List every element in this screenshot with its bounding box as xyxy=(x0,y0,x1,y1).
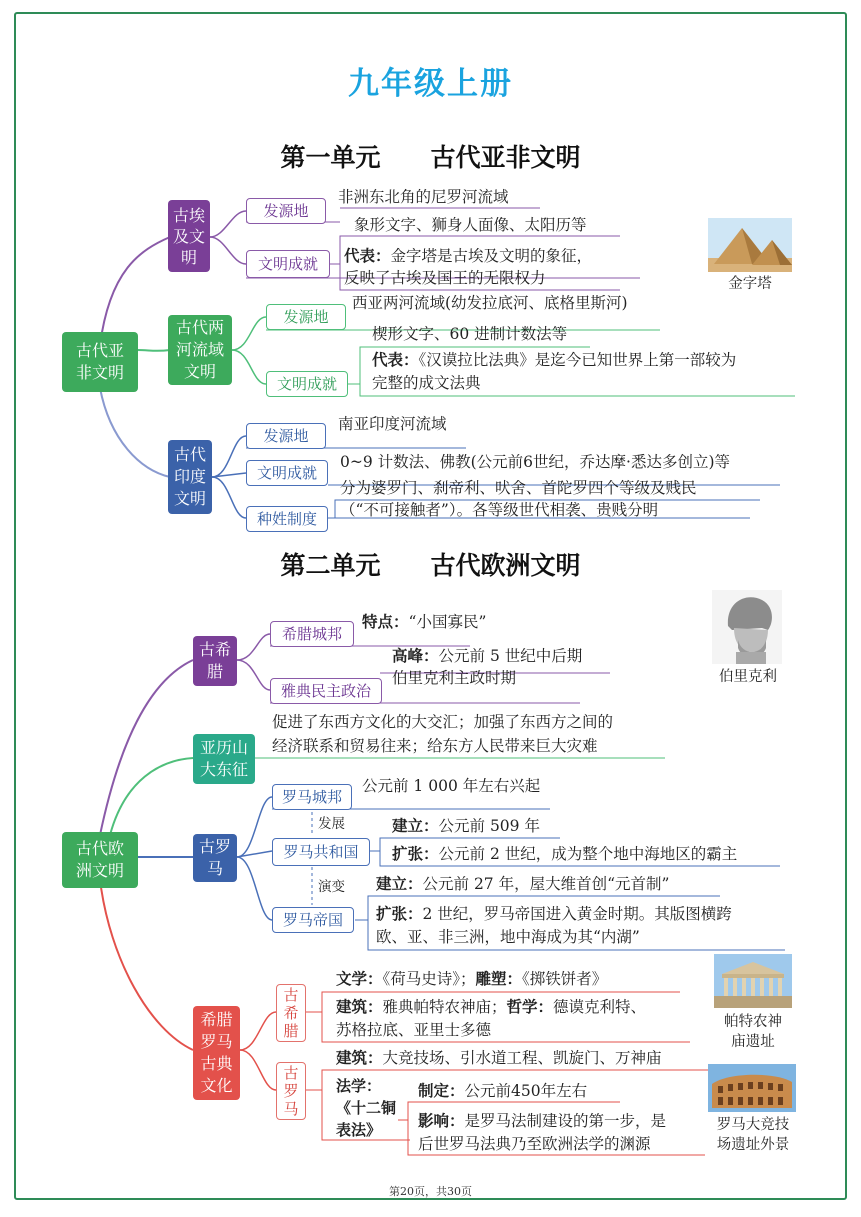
egypt-rep xyxy=(344,245,592,267)
rarch-text: 大竞技场、引水道工程、凯旋门、万神庙 xyxy=(382,1049,662,1067)
meso-rep-text2: 完整的成文法典 xyxy=(372,374,481,392)
rome-city-label: 罗马城邦 xyxy=(272,784,352,810)
culture-greek-arch xyxy=(336,996,646,1018)
india-caste2: （“不可接触者”）。各等级世代相袭、贵贱分明 xyxy=(340,501,659,519)
rome-node: 古罗 马 xyxy=(193,834,237,882)
meso-rep xyxy=(372,349,736,371)
page-title: 九年级上册 xyxy=(348,66,513,102)
india-caste-label: 种姓制度 xyxy=(246,506,328,532)
rome-city-text: 公元前 1 000 年左右兴起 xyxy=(362,777,541,795)
alexander-text1: 促进了东西方文化的大交汇；加强了东西方之间的 xyxy=(272,713,614,731)
law-made xyxy=(418,1080,587,1102)
phil-text1: 德谟克利特、 xyxy=(553,998,647,1016)
rome-emp-exp-label: 扩张： xyxy=(376,905,423,923)
rome-emp-est-text: 公元前 27 年，屋大维首创“元首制” xyxy=(422,875,670,893)
pyramid-caption: 金字塔 xyxy=(728,276,772,292)
branch-meso xyxy=(137,350,170,351)
law-impact xyxy=(418,1110,666,1132)
lit-text: 《荷马史诗》； xyxy=(382,970,476,988)
rome-rep-est-text: 公元前 509 年 xyxy=(438,817,540,835)
culture-roman-arch xyxy=(336,1047,662,1069)
meso-node: 古代两 河流域 文明 xyxy=(168,315,232,385)
branch-greece xyxy=(100,660,193,835)
impact-text1: 是罗马法制建设的第一步，是 xyxy=(464,1112,667,1130)
law-label: 法学： 《十二铜 表法》 xyxy=(336,1077,397,1139)
meso-achieve-line: 楔形文字、60 进制计数法等 xyxy=(372,325,568,343)
alexander-node: 亚历山 大东征 xyxy=(193,734,255,784)
phil-text2: 苏格拉底、亚里士多德 xyxy=(336,1021,492,1039)
rome-republic-established xyxy=(392,815,540,837)
alexander-text2: 经济联系和贸易往来；给东方人民带来巨大灾难 xyxy=(272,737,598,755)
sculpt-label: 雕塑： xyxy=(475,970,523,988)
greece-peak xyxy=(392,645,582,667)
rome-rep-exp-label: 扩张： xyxy=(392,845,439,863)
lit-label: 文学： xyxy=(336,970,383,988)
culture-greek-lit xyxy=(336,968,607,990)
meso-achieve-label: 文明成就 xyxy=(266,371,348,397)
greece-feature xyxy=(362,611,486,633)
rome-rep-exp-text: 公元前 2 世纪，成为整个地中海地区的霸主 xyxy=(438,845,738,863)
rome-evolve: 演变 xyxy=(318,879,345,895)
rome-empire-expansion xyxy=(376,903,732,925)
made-text: 公元前450年左右 xyxy=(464,1082,588,1100)
rome-rep-est-label: 建立： xyxy=(392,817,439,835)
arch-label: 建筑： xyxy=(336,998,383,1016)
india-origin: 南亚印度河流域 xyxy=(338,415,447,433)
made-label: 制定： xyxy=(418,1082,465,1100)
colosseum-image xyxy=(708,1064,796,1112)
impact-label: 影响： xyxy=(418,1112,465,1130)
colosseum-caption: 罗马大竞技 场遗址外景 xyxy=(716,1117,790,1153)
egypt-origin-label: 发源地 xyxy=(246,198,326,224)
pyramid-image xyxy=(708,218,792,272)
india-node: 古代 印度 文明 xyxy=(168,440,212,514)
egypt-achieve-line: 象形文字、狮身人面像、太阳历等 xyxy=(354,216,587,234)
india-achieve-label: 文明成就 xyxy=(246,460,328,486)
india-origin-label: 发源地 xyxy=(246,423,326,449)
parthenon-caption: 帕特农神 庙遗址 xyxy=(724,1014,782,1050)
greece-node: 古希 腊 xyxy=(193,636,237,686)
unit1-heading: 第一单元 古代亚非文明 xyxy=(280,143,581,172)
greece-peak-text: 公元前 5 世纪中后期 xyxy=(438,647,583,665)
rome-develop: 发展 xyxy=(318,816,345,832)
athens-label: 雅典民主政治 xyxy=(270,678,382,704)
greece-peak-label: 高峰： xyxy=(392,647,439,665)
greece-feature-label: 特点： xyxy=(362,613,409,631)
greece-feature-text: “小国寡民” xyxy=(408,613,487,631)
rome-emp-est-label: 建立： xyxy=(376,875,423,893)
meso-rep-label: 代表： xyxy=(372,351,419,369)
sculpt-text: 《掷铁饼者》 xyxy=(522,970,608,988)
rarch-label: 建筑： xyxy=(336,1049,383,1067)
arch-text: 雅典帕特农神庙； xyxy=(382,998,507,1016)
culture-node: 希腊 罗马 古典 文化 xyxy=(193,1006,240,1100)
rome-republic-expansion xyxy=(392,843,737,865)
rome-empire-established xyxy=(376,873,669,895)
meso-origin: 西亚两河流域(幼发拉底河、底格里斯河) xyxy=(352,294,628,312)
meso-rep-text1: 《汉谟拉比法典》是迄今已知世界上第一部较为 xyxy=(418,351,737,369)
impact-text2: 后世罗马法典乃至欧洲法学的渊源 xyxy=(418,1135,651,1153)
pericles-era: 伯里克利主政时期 xyxy=(392,669,517,687)
meso-origin-label: 发源地 xyxy=(266,304,346,330)
culture-greek-label: 古 希 腊 xyxy=(276,984,306,1042)
parthenon-image xyxy=(714,954,792,1008)
unit1-root: 古代亚 非文明 xyxy=(62,332,138,392)
egypt-rep-text1: 金字塔是古埃及文明的象征， xyxy=(390,247,593,265)
culture-roman-label: 古 罗 马 xyxy=(276,1062,306,1120)
page-footer: 第20页，共30页 xyxy=(389,1185,472,1198)
phil-label: 哲学： xyxy=(506,998,554,1016)
unit2-root: 古代欧 洲文明 xyxy=(62,832,138,888)
greece-city-label: 希腊城邦 xyxy=(270,621,354,647)
egypt-rep-label: 代表： xyxy=(344,247,391,265)
unit2-heading: 第二单元 古代欧洲文明 xyxy=(280,551,581,580)
egypt-node: 古埃 及文 明 xyxy=(168,200,210,272)
branch-india xyxy=(100,388,170,477)
egypt-achieve-label: 文明成就 xyxy=(246,250,330,278)
branch-alexander xyxy=(110,758,193,835)
rome-emp-exp-text2: 欧、亚、非三洲，地中海成为其“内湖” xyxy=(376,928,640,946)
india-caste1: 分为婆罗门、刹帝利、吠舍、首陀罗四个等级及贱民 xyxy=(340,479,697,497)
egypt-origin: 非洲东北角的尼罗河流域 xyxy=(338,188,509,206)
pericles-caption: 伯里克利 xyxy=(719,669,777,685)
rome-empire-label: 罗马帝国 xyxy=(272,907,354,933)
india-achieve: 0~9 计数法、佛教(公元前6世纪，乔达摩·悉达多创立)等 xyxy=(340,453,731,471)
branch-egypt xyxy=(100,237,170,345)
egypt-rep-text2: 反映了古埃及国王的无限权力 xyxy=(344,269,546,287)
rome-republic-label: 罗马共和国 xyxy=(272,838,370,866)
pericles-image xyxy=(712,590,782,664)
rome-emp-exp-text1: 2 世纪，罗马帝国进入黄金时期。其版图横跨 xyxy=(422,905,732,923)
branch-culture xyxy=(100,880,193,1050)
